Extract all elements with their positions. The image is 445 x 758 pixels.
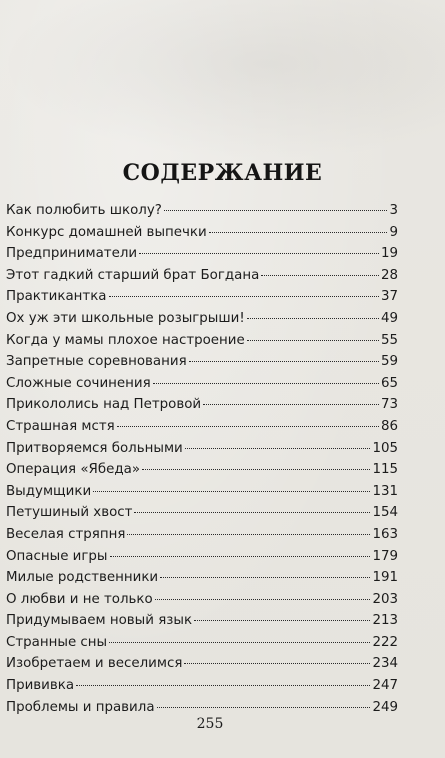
toc-entry <box>6 697 398 719</box>
toc-entry <box>6 286 398 308</box>
toc-entry <box>6 567 398 589</box>
toc-entry-title: Конкурс домашней выпечки <box>6 224 207 240</box>
dot-leader <box>117 426 379 427</box>
dot-leader <box>164 210 388 211</box>
toc-entry-page: 191 <box>372 570 398 586</box>
dot-leader <box>76 685 370 686</box>
toc-entry-title: Запретные соревнования <box>6 354 187 370</box>
toc-entry-page: 115 <box>372 462 398 478</box>
toc-entry <box>6 243 398 265</box>
toc-entry-title: Притворяемся больными <box>6 440 183 456</box>
toc-entry <box>6 222 398 244</box>
dot-leader <box>203 404 379 405</box>
toc-entry-page: 249 <box>372 699 398 715</box>
toc-entry-page: 73 <box>380 397 398 413</box>
dot-leader <box>155 599 371 600</box>
dot-leader <box>109 642 370 643</box>
show-through-area <box>0 0 445 160</box>
toc-entry-title: Прикололись над Петровой <box>6 397 202 413</box>
toc-entry-title: Прививка <box>6 678 75 694</box>
dot-leader <box>261 275 379 276</box>
toc-entry-title: Ох уж эти школьные розыгрыши! <box>6 310 245 326</box>
toc-entry-page: 65 <box>380 375 398 391</box>
toc-entry <box>6 610 398 632</box>
toc-entry-page: 247 <box>372 678 398 694</box>
dot-leader <box>157 707 371 708</box>
toc-entry <box>6 394 398 416</box>
dot-leader <box>189 361 379 362</box>
toc-entry <box>6 546 398 568</box>
dot-leader <box>109 296 379 297</box>
toc-entry <box>6 502 398 524</box>
dot-leader <box>153 383 379 384</box>
table-of-contents <box>6 200 398 718</box>
dot-leader <box>247 318 379 319</box>
toc-entry <box>6 330 398 352</box>
toc-entry <box>6 459 398 481</box>
dot-leader <box>247 340 379 341</box>
toc-entry-title: Странные сны <box>6 634 108 650</box>
toc-entry-page: 154 <box>372 505 398 521</box>
toc-entry <box>6 481 398 503</box>
toc-entry-title: Как полюбить школу? <box>6 203 162 218</box>
toc-entry-title: Проблемы и правила <box>6 699 155 715</box>
toc-entry <box>6 351 398 373</box>
toc-entry <box>6 589 398 611</box>
toc-entry-page: 9 <box>389 224 398 240</box>
dot-leader <box>185 448 371 449</box>
toc-entry-page: 86 <box>380 418 398 434</box>
dot-leader <box>139 253 379 254</box>
dot-leader <box>110 556 371 557</box>
toc-entry <box>6 416 398 438</box>
dot-leader <box>160 577 370 578</box>
toc-entry-title: Петушиный хвост <box>6 505 133 521</box>
toc-entry <box>6 373 398 395</box>
toc-entry-page: 203 <box>372 591 398 607</box>
toc-entry-page: 163 <box>372 526 398 542</box>
toc-entry-title: Милые родственники <box>6 570 159 586</box>
toc-entry <box>6 308 398 330</box>
toc-entry-title: Когда у мамы плохое настроение <box>6 332 245 348</box>
toc-entry-page: 179 <box>372 548 398 564</box>
toc-entry-title: О любви и не только <box>6 591 153 607</box>
toc-entry-page: 59 <box>380 354 398 370</box>
toc-entry-title: Практикантка <box>6 289 107 305</box>
toc-entry-page: 131 <box>372 483 398 499</box>
toc-entry-page: 28 <box>380 267 398 283</box>
toc-entry <box>6 200 398 222</box>
dot-leader <box>184 663 370 664</box>
toc-entry-title: Сложные сочинения <box>6 375 151 391</box>
toc-entry-page: 213 <box>372 613 398 629</box>
toc-entry-title: Этот гадкий старший брат Богдана <box>6 267 260 283</box>
dot-leader <box>209 232 388 233</box>
toc-entry <box>6 524 398 546</box>
toc-entry-title: Опасные игры <box>6 548 108 564</box>
toc-entry-page: 49 <box>380 310 398 326</box>
toc-entry-page: 19 <box>380 246 398 262</box>
toc-entry <box>6 632 398 654</box>
toc-entry-title: Придумываем новый язык <box>6 613 193 629</box>
toc-entry <box>6 675 398 697</box>
dot-leader <box>127 534 370 535</box>
toc-entry-title: Изобретаем и веселимся <box>6 656 183 672</box>
toc-entry-page: 222 <box>372 634 398 650</box>
contents-heading: СОДЕРЖАНИЕ <box>122 160 323 186</box>
dot-leader <box>134 512 370 513</box>
dot-leader <box>194 620 370 621</box>
toc-entry-title: Операция «Ябеда» <box>6 462 141 478</box>
dot-leader <box>93 491 370 492</box>
toc-entry-page: 3 <box>389 203 398 218</box>
toc-entry-title: Веселая стряпня <box>6 526 126 542</box>
toc-entry-page: 55 <box>380 332 398 348</box>
toc-entry-title: Предприниматели <box>6 246 138 262</box>
page-number: 255 <box>196 716 224 732</box>
toc-entry-page: 105 <box>372 440 398 456</box>
toc-entry <box>6 438 398 460</box>
toc-entry-title: Страшная мстя <box>6 418 115 434</box>
toc-entry-title: Выдумщики <box>6 483 92 499</box>
toc-entry-page: 234 <box>372 656 398 672</box>
dot-leader <box>142 469 370 470</box>
toc-entry <box>6 653 398 675</box>
toc-entry-page: 37 <box>380 289 398 305</box>
toc-entry <box>6 265 398 287</box>
